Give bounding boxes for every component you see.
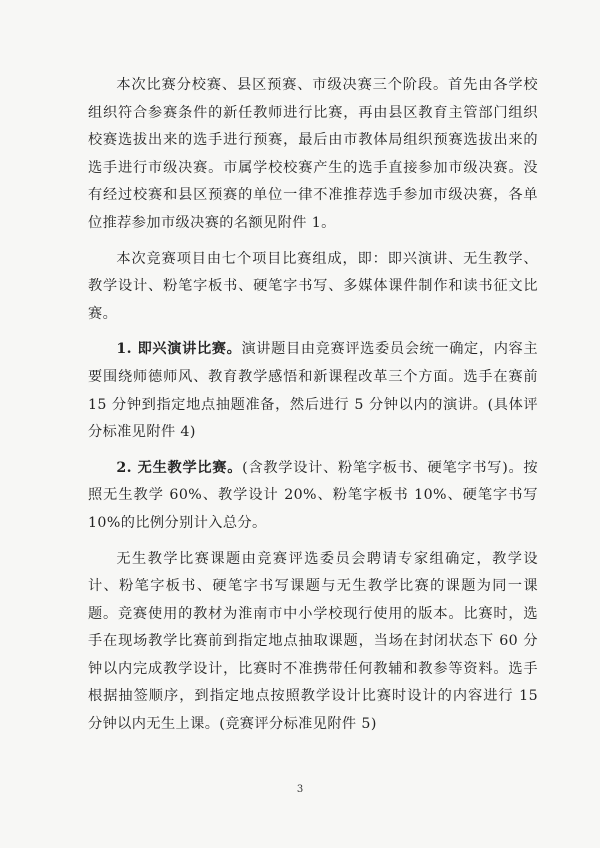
paragraph-text: 本次比赛分校赛、县区预赛、市级决赛三个阶段。首先由各学校组织符合参赛条件的新任教师进行比赛，再由县区教育主管部门组织校赛选拔出来的选手进行预赛，最后由市教体局组织预赛选拔出来的选手进行市级决赛。市属学校校赛产生的选手直接参加市级决赛。没有经过校赛和县区预赛的单位一律不准推荐选手参加市级决赛，各单位推荐参加市级决赛的名额见附件 1。 bbox=[88, 77, 538, 231]
paragraph-text: (含教学设计、粉笔字板书、硬笔字书写)。按照无生教学 60%、教学设计 20%、粉笔字板书 10%、硬笔字书写 10%的比例分别计入总分。 bbox=[88, 459, 538, 531]
paragraph-topic-rules bbox=[88, 546, 538, 739]
section-heading: 2. 无生教学比赛。 bbox=[116, 459, 243, 476]
paragraph-text: 本次竞赛项目由七个项目比赛组成，即：即兴演讲、无生教学、教学设计、粉笔字板书、硬笔字书写、多媒体课件制作和读书征文比赛。 bbox=[88, 250, 538, 322]
document-body bbox=[88, 72, 538, 744]
page-number: 3 bbox=[296, 784, 304, 795]
paragraph-impromptu-speech bbox=[88, 336, 538, 446]
paragraph-no-student-teaching bbox=[88, 455, 538, 538]
section-heading: 1. 即兴演讲比赛。 bbox=[116, 341, 242, 358]
paragraph-competition-items bbox=[88, 246, 538, 329]
paragraph-text: 演讲题目由竞赛评选委员会统一确定，内容主要围绕师德师风、教育教学感悟和新课程改革三个方面。选手在赛前 15 分钟到指定地点抽题准备，然后进行 5 分钟以内的演讲。(具体评分标准见附件 4) bbox=[88, 341, 538, 441]
paragraph-stages bbox=[88, 72, 538, 238]
paragraph-text: 无生教学比赛课题由竞赛评选委员会聘请专家组确定，教学设计、粉笔字板书、硬笔字书写课题与无生教学比赛的课题为同一课题。竞赛使用的教材为淮南市中小学校现行使用的版本。比赛时，选手在现场教学比赛前到指定地点抽取课题，当场在封闭状态下 60 分钟以内完成教学设计，比赛时不准携带任何教辅和教参等资料。选手根据抽签顺序，到指定地点按照教学设计比赛时设计的内容进行 15 分钟以内无生上课。(竞赛评分标准见附件 5) bbox=[88, 550, 538, 733]
